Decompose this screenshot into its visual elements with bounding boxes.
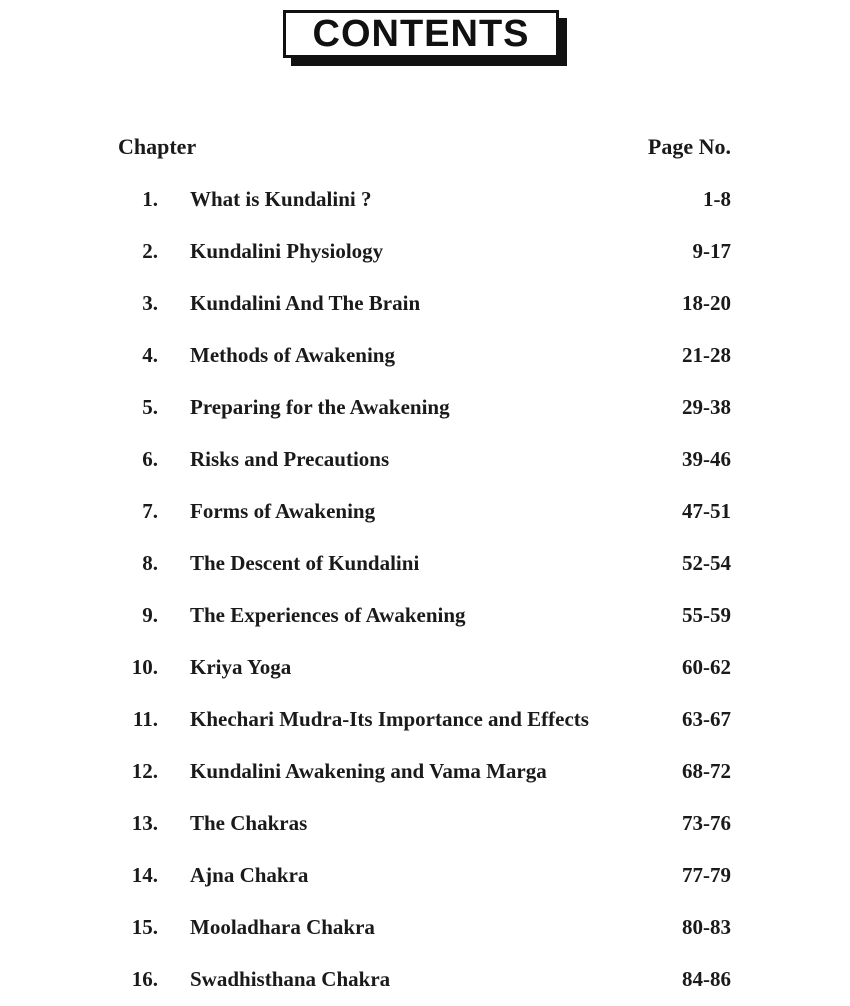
- toc-entry[interactable]: [0, 382, 850, 434]
- page-range: 84-86: [682, 967, 731, 991]
- chapter-number: 2.: [142, 239, 158, 263]
- chapter-title: The Descent of Kundalini: [190, 551, 420, 575]
- contents-title-box: [283, 10, 567, 66]
- page-range: 60-62: [682, 655, 731, 679]
- toc-entry[interactable]: [0, 174, 850, 226]
- toc-entry[interactable]: [0, 954, 850, 1006]
- chapter-title: The Experiences of Awakening: [190, 603, 466, 627]
- toc-entry[interactable]: [0, 486, 850, 538]
- chapter-number: 13.: [131, 811, 158, 835]
- chapter-title: Khechari Mudra-Its Importance and Effects: [190, 707, 589, 731]
- chapter-number: 9.: [142, 603, 158, 627]
- toc-entry[interactable]: [0, 694, 850, 746]
- chapter-title: Kriya Yoga: [190, 655, 292, 679]
- page-range: 68-72: [682, 759, 731, 783]
- chapter-number: 5.: [142, 395, 158, 419]
- chapter-number: 1.: [142, 187, 158, 211]
- chapter-number: 15.: [131, 915, 158, 939]
- page-range: 52-54: [682, 551, 731, 575]
- toc-entry[interactable]: [0, 642, 850, 694]
- toc-entry[interactable]: [0, 538, 850, 590]
- toc-entry[interactable]: [0, 330, 850, 382]
- toc-entry[interactable]: [0, 278, 850, 330]
- toc-entry[interactable]: [0, 850, 850, 902]
- page-range: 80-83: [682, 915, 731, 939]
- page-range: 77-79: [682, 863, 731, 887]
- chapter-title: The Chakras: [190, 811, 308, 835]
- page-range: 1-8: [703, 187, 731, 211]
- page-title: CONTENTS: [312, 13, 530, 55]
- toc-entry[interactable]: [0, 434, 850, 486]
- chapter-title: Mooladhara Chakra: [190, 915, 375, 939]
- chapter-title: Ajna Chakra: [190, 863, 309, 887]
- page-range: 73-76: [682, 811, 731, 835]
- chapter-number: 16.: [131, 967, 158, 991]
- toc-entry[interactable]: [0, 798, 850, 850]
- chapter-title: Preparing for the Awakening: [190, 395, 450, 419]
- chapter-title: Kundalini And The Brain: [190, 291, 421, 315]
- chapter-column-header: Chapter: [118, 134, 197, 159]
- chapter-number: 3.: [142, 291, 158, 315]
- chapter-number: 12.: [131, 759, 158, 783]
- page-number-column-header: Page No.: [647, 134, 731, 159]
- page-range: 21-28: [682, 343, 731, 367]
- page-range: 9-17: [692, 239, 731, 263]
- chapter-number: 10.: [131, 655, 158, 679]
- chapter-number: 7.: [142, 499, 158, 523]
- chapter-number: 4.: [142, 343, 158, 367]
- toc-entry[interactable]: [0, 746, 850, 798]
- page-range: 29-38: [682, 395, 731, 419]
- chapter-number: 6.: [142, 447, 158, 471]
- chapter-title: Swadhisthana Chakra: [190, 967, 391, 991]
- page-range: 63-67: [682, 707, 731, 731]
- chapter-title: Forms of Awakening: [190, 499, 376, 523]
- title-frame: [283, 10, 559, 58]
- page-range: 55-59: [682, 603, 731, 627]
- toc-entry[interactable]: [0, 590, 850, 642]
- page-range: 39-46: [682, 447, 731, 471]
- chapter-title: Methods of Awakening: [190, 343, 395, 367]
- toc-entry[interactable]: [0, 902, 850, 954]
- page-range: 18-20: [682, 291, 731, 315]
- chapter-title: Kundalini Physiology: [190, 239, 384, 263]
- toc-entry[interactable]: [0, 226, 850, 278]
- page-range: 47-51: [682, 499, 731, 523]
- table-of-contents: [0, 174, 850, 1006]
- chapter-number: 11.: [132, 707, 158, 731]
- chapter-number: 8.: [142, 551, 158, 575]
- chapter-number: 14.: [131, 863, 158, 887]
- chapter-title: Risks and Precautions: [190, 447, 390, 471]
- chapter-title: What is Kundalini ?: [190, 187, 372, 211]
- chapter-title: Kundalini Awakening and Vama Marga: [190, 759, 547, 783]
